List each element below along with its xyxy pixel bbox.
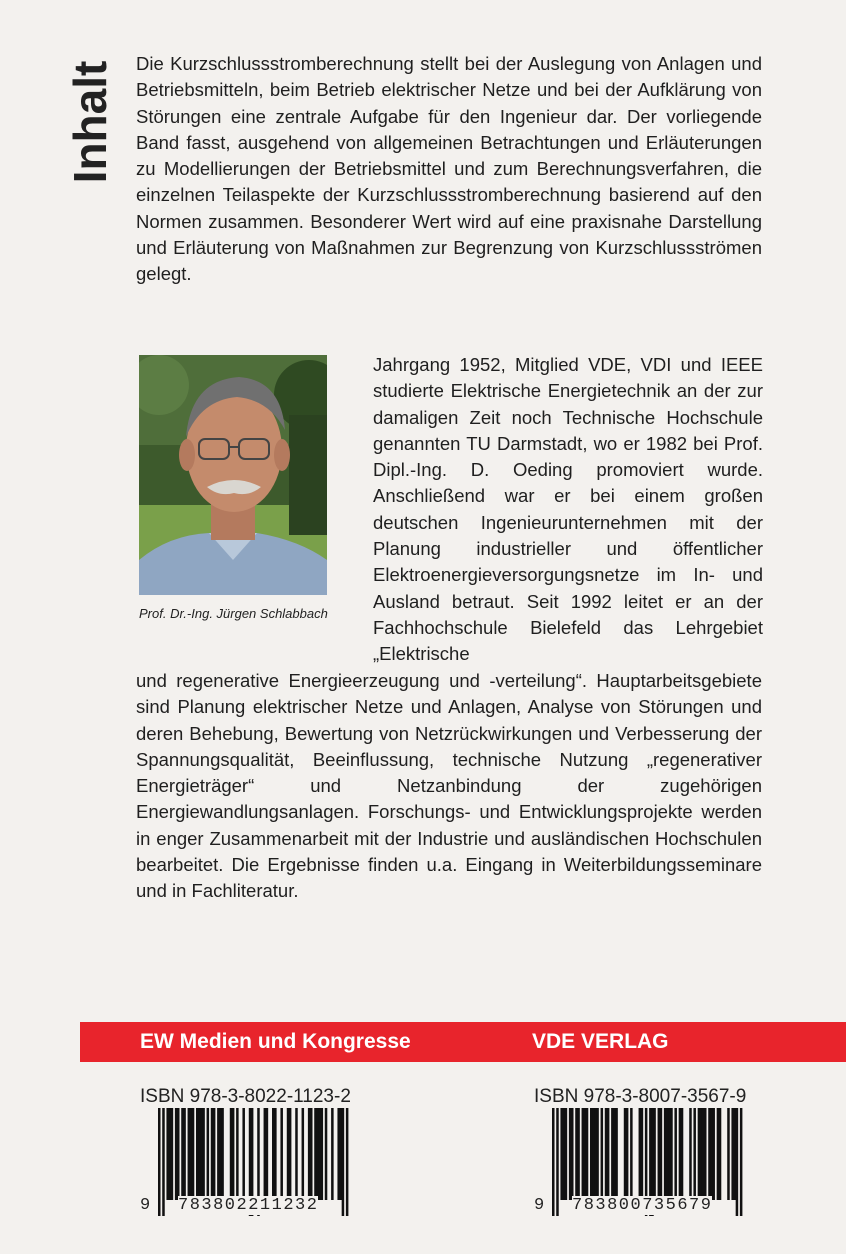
barcode-left-bar <box>310 1108 313 1200</box>
barcode-left-bar <box>213 1108 216 1200</box>
barcode-right-bar <box>712 1108 715 1200</box>
barcode-left-bar <box>280 1108 283 1200</box>
barcode-right-bar <box>615 1108 618 1200</box>
author-photo <box>139 355 327 595</box>
author-bio-continued: und regenerative Energieerzeugung und -verteilung“. Hauptarbeitsgebiete sind Planung elektrischer Netze und Anlagen, Analyse von Störungen und deren Behebung, Bewertung von Netzrückwirkungen und Verbesserung der Spannungsqualität, Beeinflussung, technische Nutzung „regenerativer Energieträger“ und Netzanbindung der zugehörigen Energiewandlungsanlagen. Forschungs- und Entwicklungsprojekte werden in enger Zusammenarbeit mit der Industrie und ausländischen Hochschulen bearbeitet. Die Ergebnisse finden u.a. Eingang in Weiterbildungsseminare und in Fachliteratur. <box>136 670 762 902</box>
barcode-right-bar <box>736 1108 739 1216</box>
barcode-left-digits: 783802211232 <box>178 1196 319 1215</box>
isbn-right: ISBN 978-3-8007-3567-9 <box>534 1086 747 1107</box>
barcode-right-bar <box>674 1108 677 1200</box>
barcode-left-bar <box>202 1108 205 1200</box>
barcode-right-bar <box>693 1108 696 1200</box>
barcode-left-bar <box>342 1108 345 1216</box>
barcode-left-bar <box>321 1108 324 1200</box>
barcode-right-bar <box>571 1108 574 1200</box>
publisher-right: VDE VERLAG <box>532 1030 669 1053</box>
barcode-right-bar <box>626 1108 629 1200</box>
barcode-right-bar <box>641 1108 644 1200</box>
barcode-right-bar <box>704 1108 707 1200</box>
barcode-left-bar <box>242 1108 245 1200</box>
author-caption: Prof. Dr.-Ing. Jürgen Schlabbach <box>139 606 328 621</box>
barcode-right-bar <box>653 1108 656 1200</box>
barcode-right-bar <box>740 1108 743 1216</box>
barcode-left-bar <box>289 1108 292 1200</box>
barcode-right-bar <box>719 1108 722 1200</box>
barcode-right-bar <box>596 1108 599 1200</box>
barcode-right-bar <box>660 1108 663 1200</box>
barcode-right-bar <box>681 1108 684 1200</box>
barcode-left-bar <box>207 1108 210 1200</box>
barcode-left-bar <box>295 1108 298 1200</box>
barcode-left-bar <box>183 1108 186 1200</box>
barcode-left-bar <box>331 1108 334 1200</box>
barcode-right-bar <box>630 1108 633 1200</box>
author-portrait-image <box>139 355 327 595</box>
barcode-left-bar <box>346 1108 349 1216</box>
barcode-left-bar <box>325 1108 328 1200</box>
barcode-left-first-digit: 9 <box>140 1196 151 1215</box>
barcode-right-bar <box>607 1108 610 1200</box>
barcode-right-bar <box>565 1108 568 1200</box>
publisher-left: EW Medien und Kongresse <box>140 1030 411 1053</box>
barcode-left-bar <box>171 1108 174 1200</box>
side-heading <box>60 50 120 195</box>
barcode-left-bar <box>162 1108 165 1216</box>
author-bio-column: Jahrgang 1952, Mitglied VDE, VDI und IEEE studierte Elektrische Energietechnik an der zur damaligen Zeit noch Technische Hochschule genannten TU Darmstadt, wo er 1982 bei Prof. Dipl.-Ing. D. Oeding promoviert wurde. Anschließend war er bei einem großen deutschen Ingenieurunternehmen mit der Planung industrieller und öffentlicher Elektroenergieversorgungsnetze im In- und Ausland betraut. Seit 1992 leitet er an der Fachhochschule Bielefeld das Lehrgebiet „Elektrische <box>373 354 763 665</box>
barcode-right-digits: 783800735679 <box>572 1196 713 1215</box>
barcode-left-bar <box>158 1108 161 1216</box>
intro-paragraph: Die Kurzschlussstromberechnung stellt bei der Auslegung von Anlagen und Betriebsmitteln, beim Betrieb elektrischer Netze und bei der Aufklärung von Störungen eine zentrale Aufgabe für den Ingenieur dar. Der vorliegende Band fasst, ausgehend von allgemeinen Betrachtungen und Erläuterungen zu Modellierungen der Betriebsmittel und zum Berechnungsverfahren, die einzelnen Teilaspekte der Kurzschlussstromberechnung basierend auf den Normen zusammen. Besonderer Wert wird auf eine praxisnahe Darstellung und Erläuterung von Maßnahmen zur Begrenzung von Kurzschlussströmen gelegt. <box>136 53 762 285</box>
publisher-band <box>80 1022 846 1062</box>
barcode-right-bar <box>552 1108 555 1216</box>
barcode-right-bar <box>577 1108 580 1200</box>
barcode-left-bar <box>221 1108 224 1200</box>
barcode-right-bar <box>586 1108 589 1200</box>
barcode-right-bar <box>670 1108 673 1200</box>
heading-text: Inhalt <box>64 60 116 184</box>
barcode-right-first-digit: 9 <box>534 1196 545 1215</box>
barcode-right-bar <box>556 1108 559 1216</box>
barcode-left-bar <box>302 1108 305 1200</box>
barcode-right-bar <box>727 1108 730 1200</box>
barcode-left-bar <box>192 1108 195 1200</box>
barcode-right-bar <box>601 1108 604 1200</box>
barcode-left-bar <box>266 1108 269 1200</box>
barcode-left-bar <box>232 1108 235 1200</box>
barcode-left-bar <box>177 1108 180 1200</box>
barcode-left-bar <box>274 1108 277 1200</box>
barcode-right-bar <box>689 1108 692 1200</box>
barcode-left-bar <box>236 1108 239 1200</box>
isbn-left: ISBN 978-3-8022-1123-2 <box>140 1086 351 1107</box>
